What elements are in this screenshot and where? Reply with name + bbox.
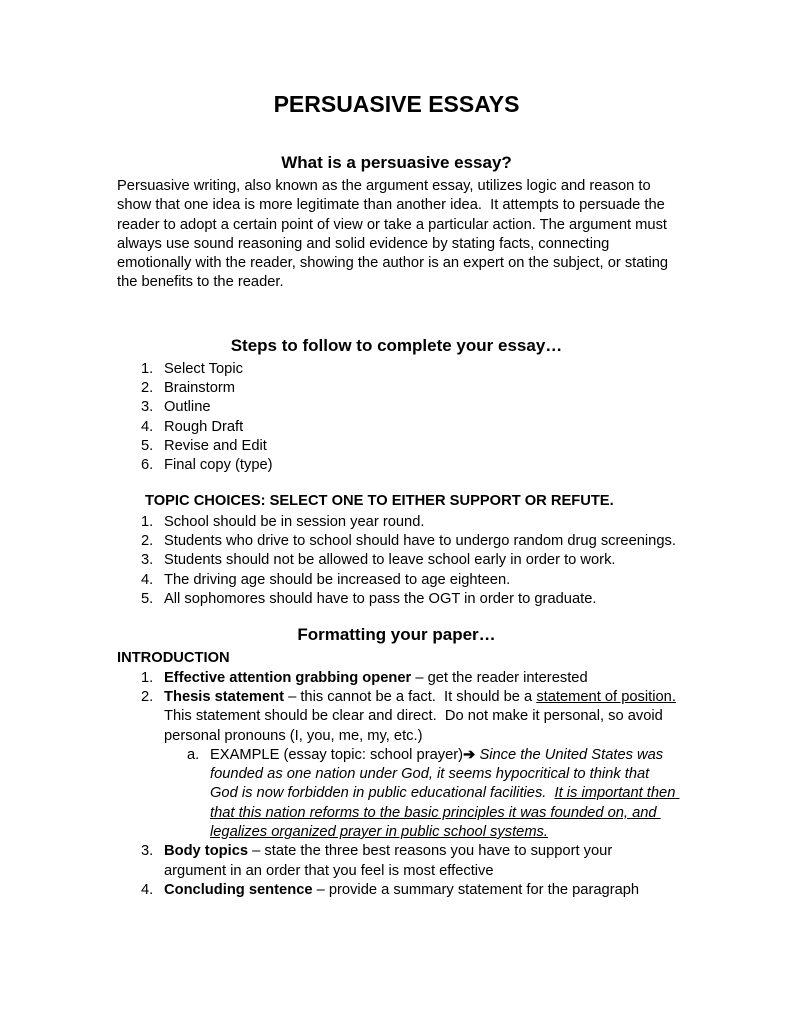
- steps-list-item-text: Final copy (type): [164, 457, 273, 474]
- steps-list-item-text: Rough Draft: [164, 418, 244, 435]
- formatting-item-text: [164, 842, 676, 881]
- arrow-right-icon: ➔: [463, 746, 476, 763]
- formatting-item: [117, 669, 676, 688]
- topics-heading: TOPIC CHOICES: SELECT ONE TO EITHER SUPPORT OR REFUTE.: [145, 492, 614, 509]
- formatting-item: [117, 688, 680, 746]
- text-segment: – get the reader interested: [411, 669, 588, 686]
- section-formatting: [117, 624, 680, 900]
- steps-list-item-text: Outline: [164, 399, 211, 416]
- text-segment: This statement should be clear and direct. Do not make it personal, so avoid personal pronouns (I, you, me, my, etc.): [164, 688, 680, 744]
- list-number: 3.: [141, 843, 154, 860]
- document-title: PERSUASIVE ESSAYS: [273, 91, 520, 117]
- formatting-item-text: [164, 669, 676, 688]
- text-segment: – provide a summary statement for the paragraph: [312, 881, 640, 898]
- list-number: 5.: [141, 591, 154, 608]
- text-segment: Concluding sentence: [164, 881, 313, 898]
- topics-list-item: [117, 590, 676, 609]
- section-steps: [117, 335, 676, 476]
- introduction-label: INTRODUCTION: [117, 650, 230, 667]
- section-what-is: [117, 152, 676, 293]
- formatting-subitem: [117, 746, 680, 842]
- steps-list-item-text: Brainstorm: [164, 380, 236, 397]
- formatting-item: [117, 881, 676, 900]
- list-number: 4.: [141, 418, 154, 435]
- text-segment: Thesis statement: [164, 688, 284, 705]
- text-segment: statement of position.: [536, 688, 676, 705]
- list-number: 1.: [141, 669, 154, 686]
- topics-list-item: [117, 571, 676, 590]
- list-number: 3.: [141, 552, 154, 569]
- steps-heading: Steps to follow to complete your essay…: [230, 335, 563, 355]
- what-is-paragraph: Persuasive writing, also known as the argument essay, utilizes logic and reason to show that one idea is more legitimate than another idea. It attempts to persuade the reader to adopt a certain point of view or take a particular action. The argument must always use sound reasoning and solid evidence by stating facts, connecting emotionally with the reader, showing the author is an expert on the subject, or stating the benefits to the reader.: [117, 178, 673, 291]
- formatting-list: [117, 669, 680, 901]
- steps-list-item: [117, 418, 676, 437]
- what-is-heading: What is a persuasive essay?: [281, 153, 512, 172]
- list-number: 6.: [141, 457, 154, 474]
- text-segment: – this cannot be a fact. It should be a: [284, 688, 537, 705]
- formatting-subitem-text: [210, 746, 680, 842]
- text-segment: Body topics: [164, 843, 249, 860]
- topics-list-item: [117, 551, 676, 570]
- steps-list-item-text: Revise and Edit: [164, 437, 267, 454]
- list-number: 3.: [141, 399, 154, 416]
- text-segment: Since the United States was founded as one nation under God, it seems hypocritical to think that God is now forbidden in public educational facilities.: [210, 746, 668, 802]
- list-number: 2.: [141, 533, 154, 550]
- section-topics: [117, 492, 676, 610]
- steps-list-item: [117, 398, 676, 417]
- formatting-item: [117, 842, 676, 881]
- list-number: 5.: [141, 437, 154, 454]
- steps-list-item: [117, 437, 676, 456]
- steps-list-item: [117, 360, 676, 379]
- list-number: 1.: [141, 360, 154, 377]
- text-segment: – state the three best reasons you have to support your argument in an order that you feel is most effective: [164, 843, 617, 879]
- topics-list-item: [117, 513, 676, 532]
- topics-list-item-text: All sophomores should have to pass the OGT in order to graduate.: [164, 591, 597, 608]
- list-number: 2.: [141, 380, 154, 397]
- topics-list-item: [117, 532, 676, 551]
- formatting-item-text: [164, 881, 676, 900]
- topics-list: [117, 513, 676, 609]
- list-number: 4.: [141, 571, 154, 588]
- topics-list-item-text: Students who drive to school should have to undergo random drug screenings.: [164, 533, 676, 550]
- steps-list-item: [117, 456, 676, 475]
- list-letter: a.: [187, 746, 200, 763]
- list-number: 1.: [141, 513, 154, 530]
- formatting-item-text: [164, 688, 680, 746]
- text-segment: EXAMPLE (essay topic: school prayer): [210, 746, 464, 763]
- text-segment: It is important then that this nation reforms to the basic principles it was founded on, and legalizes organized prayer in public school systems.: [210, 785, 680, 841]
- topics-list-item-text: Students should not be allowed to leave school early in order to work.: [164, 552, 616, 569]
- formatting-heading: Formatting your paper…: [297, 625, 496, 645]
- steps-list-item: [117, 379, 676, 398]
- text-segment: Effective attention grabbing opener: [164, 669, 412, 686]
- steps-list: [117, 360, 676, 476]
- steps-list-item-text: Select Topic: [164, 360, 243, 377]
- list-number: 4.: [141, 881, 154, 898]
- topics-list-item-text: School should be in session year round.: [164, 513, 425, 530]
- list-number: 2.: [141, 688, 154, 705]
- topics-list-item-text: The driving age should be increased to age eighteen.: [164, 571, 511, 588]
